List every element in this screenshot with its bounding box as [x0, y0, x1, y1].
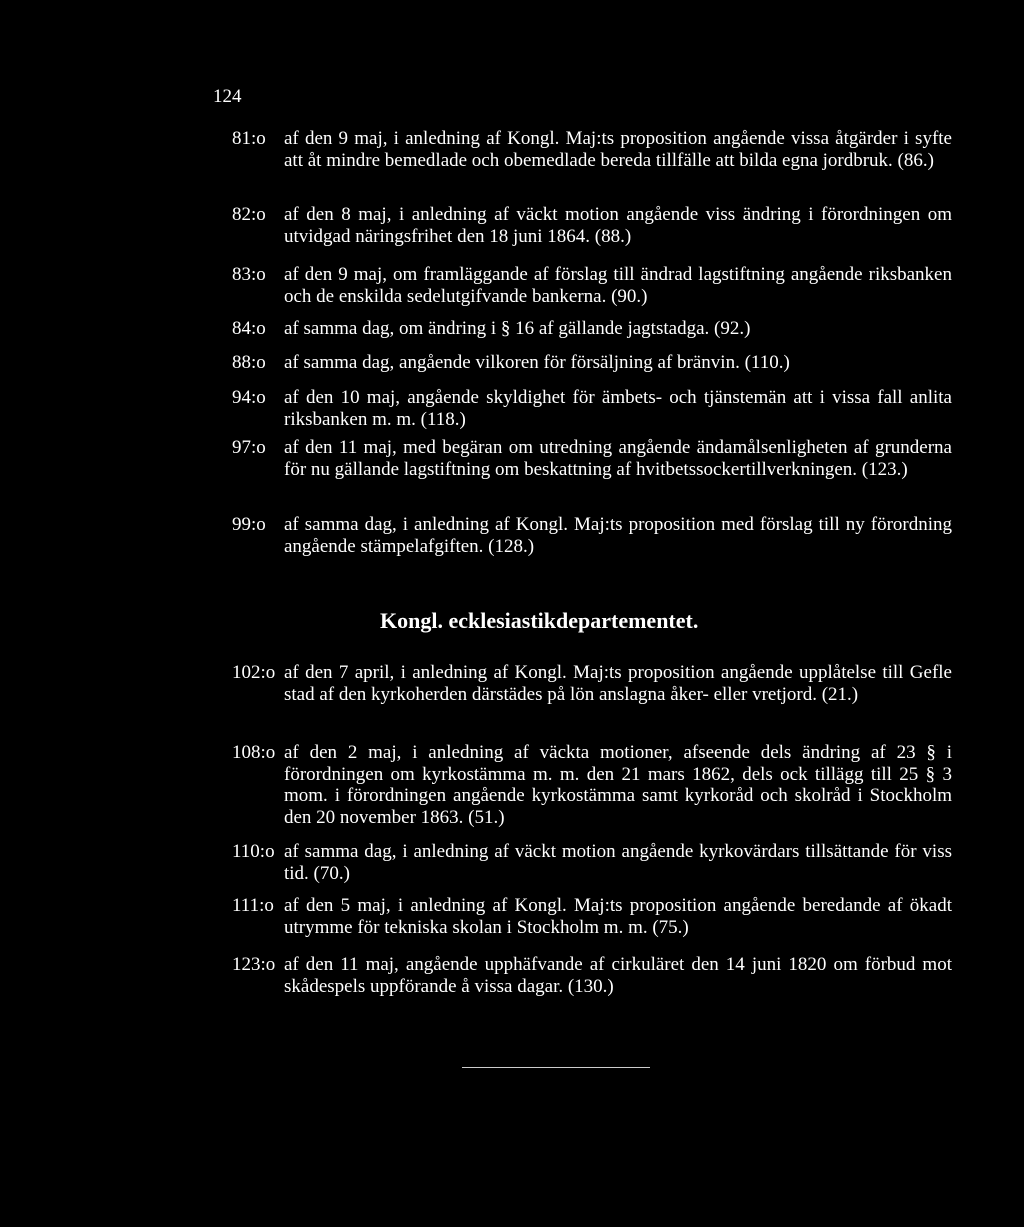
entry-number: 83:o [232, 264, 266, 285]
entry-text: af den 2 maj, i anledning af väckta motioner, afseende dels ändring af 23 § i förordningen om kyrkostämma m. m. den 21 mars 1862, dels ock tillägg till 25 § 3 mom. i förordningen angående kyrkostämma samt kyrkoråd och skolråd i Stockholm den 20 november 1863. (51.) [284, 742, 952, 828]
list-item [232, 352, 952, 374]
entry-number: 94:o [232, 387, 266, 408]
entry-text: af samma dag, i anledning af väckt motion angående kyrkovärdars tillsättande för viss tid. (70.) [284, 841, 952, 884]
entry-number: 97:o [232, 437, 266, 458]
entry-number: 88:o [232, 352, 266, 373]
list-item [232, 662, 952, 705]
entry-number: 84:o [232, 318, 266, 339]
entry-text: af den 11 maj, med begäran om utredning angående ändamålsenligheten af grunderna för nu gällande lagstiftning om beskattning af hvitbetssockertillverkningen. (123.) [284, 437, 952, 480]
list-item [232, 264, 952, 307]
entry-number: 82:o [232, 204, 266, 225]
entry-text: af den 11 maj, angående upphäfvande af cirkuläret den 14 juni 1820 om förbud mot skådespels uppförande å vissa dagar. (130.) [284, 954, 952, 997]
entry-number: 123:o [232, 954, 276, 975]
entry-number: 81:o [232, 128, 266, 149]
list-item [232, 841, 952, 884]
entry-text: af den 9 maj, om framläggande af förslag till ändrad lagstiftning angående riksbanken och de enskilda sedelutgifvande bankerna. (90.) [284, 264, 952, 307]
list-item [232, 318, 952, 340]
page-number: 124 [213, 86, 242, 107]
list-item [232, 954, 952, 997]
divider [462, 1067, 650, 1068]
list-item [232, 387, 952, 430]
entry-number: 111:o [232, 895, 274, 916]
entry-number: 99:o [232, 514, 266, 535]
entry-text: af den 7 april, i anledning af Kongl. Maj:ts proposition angående upplåtelse till Gefle stad af den kyrkoherden därstädes på lön anslagna åker- eller vretjord. (21.) [284, 662, 952, 705]
entry-text: af samma dag, om ändring i § 16 af gällande jagtstadga. (92.) [284, 318, 751, 339]
entry-text: af den 9 maj, i anledning af Kongl. Maj:ts proposition angående vissa åtgärder i syfte att åt mindre bemedlade och obemedlade bereda tillfälle att bilda egna jordbruk. (86.) [284, 128, 952, 171]
entry-number: 108:o [232, 742, 276, 763]
list-item [232, 742, 952, 828]
entry-text: af samma dag, i anledning af Kongl. Maj:ts proposition med förslag till ny förordning angående stämpelafgiften. (128.) [284, 514, 952, 557]
entry-text: af samma dag, angående vilkoren för försäljning af bränvin. (110.) [284, 352, 790, 373]
entry-text: af den 10 maj, angående skyldighet för ämbets- och tjänstemän att i vissa fall anlita riksbanken m. m. (118.) [284, 387, 952, 430]
list-item [232, 128, 952, 171]
entry-text: af den 5 maj, i anledning af Kongl. Maj:ts proposition angående beredande af ökadt utrymme för tekniska skolan i Stockholm m. m. (75.) [284, 895, 952, 938]
list-item [232, 204, 952, 247]
section-heading: Kongl. ecklesiastikdepartementet. [380, 608, 699, 633]
list-item [232, 895, 952, 938]
entry-number: 110:o [232, 841, 275, 862]
entry-number: 102:o [232, 662, 276, 683]
list-item [232, 514, 952, 557]
entry-text: af den 8 maj, i anledning af väckt motion angående viss ändring i förordningen om utvidgad näringsfrihet den 18 juni 1864. (88.) [284, 204, 952, 247]
list-item [232, 437, 952, 480]
